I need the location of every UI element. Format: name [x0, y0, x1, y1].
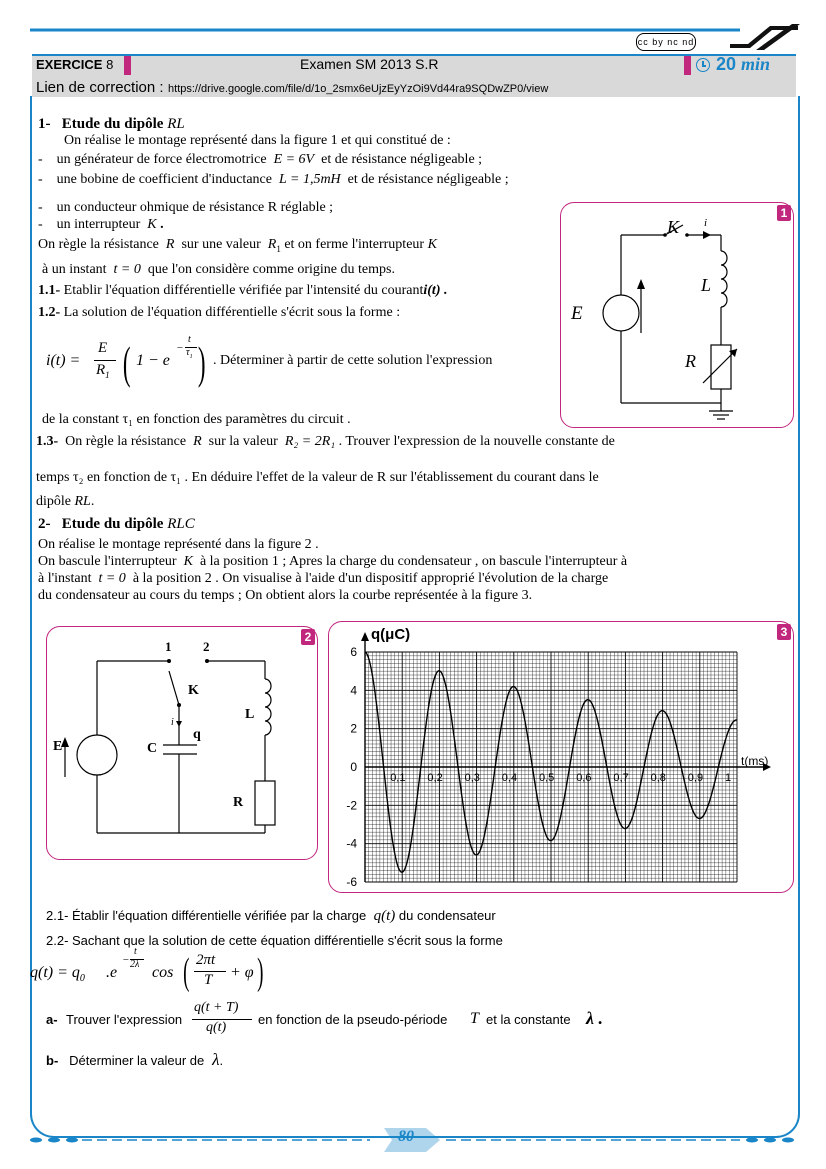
- formula-lhs: i(t) =: [46, 352, 81, 369]
- formula-q-t: $q(t) = q_0$ .e − t 2λ cos ( 2πt T + φ ): [30, 946, 264, 993]
- figure-2-badge: 2: [301, 629, 315, 645]
- part2-line2: On bascule l'interrupteur K à la position 1 ; Apres la charge du condensateur , on bascule l'interrupteur à: [38, 554, 628, 569]
- figure-2-circuit: [47, 627, 317, 859]
- charge-chart: [329, 622, 793, 892]
- question-2-1: 2.1- Établir l'équation différentielle vérifiée par la charge q(t) du condensateur: [46, 908, 496, 924]
- part2-line1: On réalise le montage représenté dans la figure 2 .: [38, 537, 319, 552]
- figure-2-box: [46, 626, 318, 860]
- page-number: 80: [398, 1128, 414, 1145]
- question-1-1: 1.1- Etablir l'équation différentielle vérifiée par l'intensité du couranti(t) .: [38, 283, 448, 298]
- correction-url[interactable]: https://drive.google.com/file/d/1o_2smx6eUjzEyYzOi9Vd44ra9SQDwZP0/view: [168, 83, 549, 95]
- formula2-cos: cos: [152, 964, 174, 981]
- x-tick-label: 0,2: [427, 772, 443, 784]
- x-tick-label: 0,5: [539, 772, 555, 784]
- exercise-marker: [124, 56, 131, 75]
- x-tick-label: 0,6: [576, 772, 592, 784]
- x-tick-label: 0,4: [501, 772, 518, 784]
- formula-one: 1 − e: [136, 352, 170, 369]
- y-tick-label: 4: [350, 683, 357, 698]
- part2-line3: à l'instant t = 0 à la position 2 . On visualise à l'aide d'un dispositif approprié l'évolution de la charge: [38, 571, 609, 586]
- header-decoration: [0, 0, 826, 60]
- fig1-label-R: R: [685, 351, 696, 371]
- duration-value: 20: [716, 54, 737, 74]
- fig2-label-K: K: [188, 683, 199, 698]
- question-2-2: 2.2- Sachant que la solution de cette équation différentielle s'écrit sous la forme: [46, 933, 503, 948]
- question-1-3: 1.3- On règle la résistance R sur la valeur R₂ = 2R₁ . Trouver l'expression de la nouvelle constante de: [36, 434, 615, 449]
- part1-intro: On réalise le montage représenté dans la figure 1 et qui constitué de :: [64, 133, 451, 148]
- chart-xlabel: t(ms): [741, 754, 769, 768]
- exercise-label: [36, 57, 113, 72]
- exercise-label-text: EXERCICE: [36, 57, 103, 72]
- exercise-number: 8: [106, 57, 114, 72]
- y-tick-label: -2: [346, 798, 357, 813]
- footer: [0, 1124, 826, 1164]
- formula2-lhs: $q(t) = q_0$: [30, 964, 85, 985]
- y-tick-label: 0: [350, 760, 357, 774]
- y-tick-label: -6: [346, 875, 357, 889]
- question-2-2-a: a- Trouver l'expression q(t + T) q(t) en fonction de la pseudo-période T et la constante λ .: [46, 1000, 603, 1035]
- formula-den: $R_1$: [96, 362, 110, 380]
- x-tick-label: 0,7: [613, 772, 629, 784]
- formula-num: E: [98, 340, 108, 356]
- duration-unit: min: [741, 54, 771, 74]
- fig2-label-E: E: [53, 739, 63, 754]
- part2-line4: du condensateur au cours du temps ; On obtient alors la courbe représentée à la figure 3.: [38, 588, 533, 603]
- correction-label: Lien de correction :: [36, 79, 164, 96]
- x-tick-label: 0,9: [687, 772, 704, 784]
- question-1-2: 1.2- La solution de l'équation différentielle s'écrit sous la forme :: [38, 305, 401, 320]
- question-1-2-tail: de la constant τ₁ en fonction des paramètres du circuit .: [42, 412, 351, 427]
- formula-after-text: . Déterminer à partir de cette solution l'expression: [213, 353, 493, 368]
- figure-1-box: [560, 202, 794, 428]
- fig2-label-2: 2: [203, 639, 210, 654]
- part1-heading: 1- Etude du dipôle RL: [38, 116, 185, 132]
- part1-line-t0: à un instant t = 0 que l'on considère comme origine du temps.: [42, 262, 395, 277]
- fig1-label-L: L: [701, 275, 712, 295]
- fig2-label-L: L: [245, 707, 255, 722]
- question-1-3-line3: dipôle RL.: [36, 494, 95, 509]
- correction-link[interactable]: [36, 79, 548, 97]
- question-2-2-b: b- Déterminer la valeur de λ.: [46, 1050, 224, 1069]
- y-axis-arrow: [361, 632, 369, 641]
- y-tick-label: 2: [350, 721, 357, 736]
- fig2-label-q: q: [193, 727, 201, 742]
- fig2-label-C: C: [147, 741, 158, 756]
- fig2-label-1: 1: [165, 639, 172, 654]
- duration-marker: [684, 56, 691, 75]
- fig1-label-E: E: [571, 303, 583, 324]
- x-tick-label: 0,1: [390, 772, 406, 784]
- clock-icon: [696, 58, 710, 72]
- x-tick-label: 0,8: [650, 772, 666, 784]
- fig2-label-R: R: [233, 795, 244, 810]
- figure-3-box: [328, 621, 794, 893]
- fig2-label-i: i: [171, 717, 174, 728]
- cc-license-text: cc by nc nd: [637, 37, 695, 47]
- part1-item-resistor: - un conducteur ohmique de résistance R réglable ;: [38, 200, 334, 215]
- question-1-3-line2: temps τ₂ en fonction de τ₁ . En déduire l'effet de la valeur de R sur l'établissement du courant dans le: [36, 470, 599, 485]
- formula2-e: .e: [106, 964, 118, 981]
- x-tick-label: 1: [725, 772, 732, 784]
- part1-item-coil: - une bobine de coefficient d'inductance L = 1,5mH et de résistance négligeable ;: [38, 172, 509, 187]
- fig1-label-i: i: [704, 217, 708, 229]
- header-stripes: [0, 0, 826, 60]
- exam-title: Examen SM 2013 S.R: [300, 56, 439, 72]
- figure-1-badge: 1: [777, 205, 791, 221]
- part1-line-set: On règle la résistance R sur une valeur $R_1$ et on ferme l'interrupteur K: [38, 237, 437, 254]
- cc-license-badge: [636, 33, 696, 51]
- y-tick-label: 6: [350, 645, 357, 659]
- chart-ylabel: q(μC): [371, 626, 411, 643]
- part1-item-switch: - un interrupteur K .: [38, 217, 164, 232]
- y-tick-label: -4: [346, 836, 357, 851]
- part2-heading: 2- Etude du dipôle RLC: [38, 516, 195, 532]
- formula-i-t: i(t) = E $R_1$ ( 1 − e − t $\tau_1$ ) . Déterminer à partir de cette solution l'expression: [46, 334, 493, 388]
- duration: [716, 54, 770, 75]
- x-tick-label: 0,3: [464, 772, 480, 784]
- part1-item-generator: - un générateur de force électromotrice E = 6V et de résistance négligeable ;: [38, 152, 483, 167]
- fig1-label-K: K: [667, 217, 680, 237]
- figure-3-badge: 3: [777, 624, 791, 640]
